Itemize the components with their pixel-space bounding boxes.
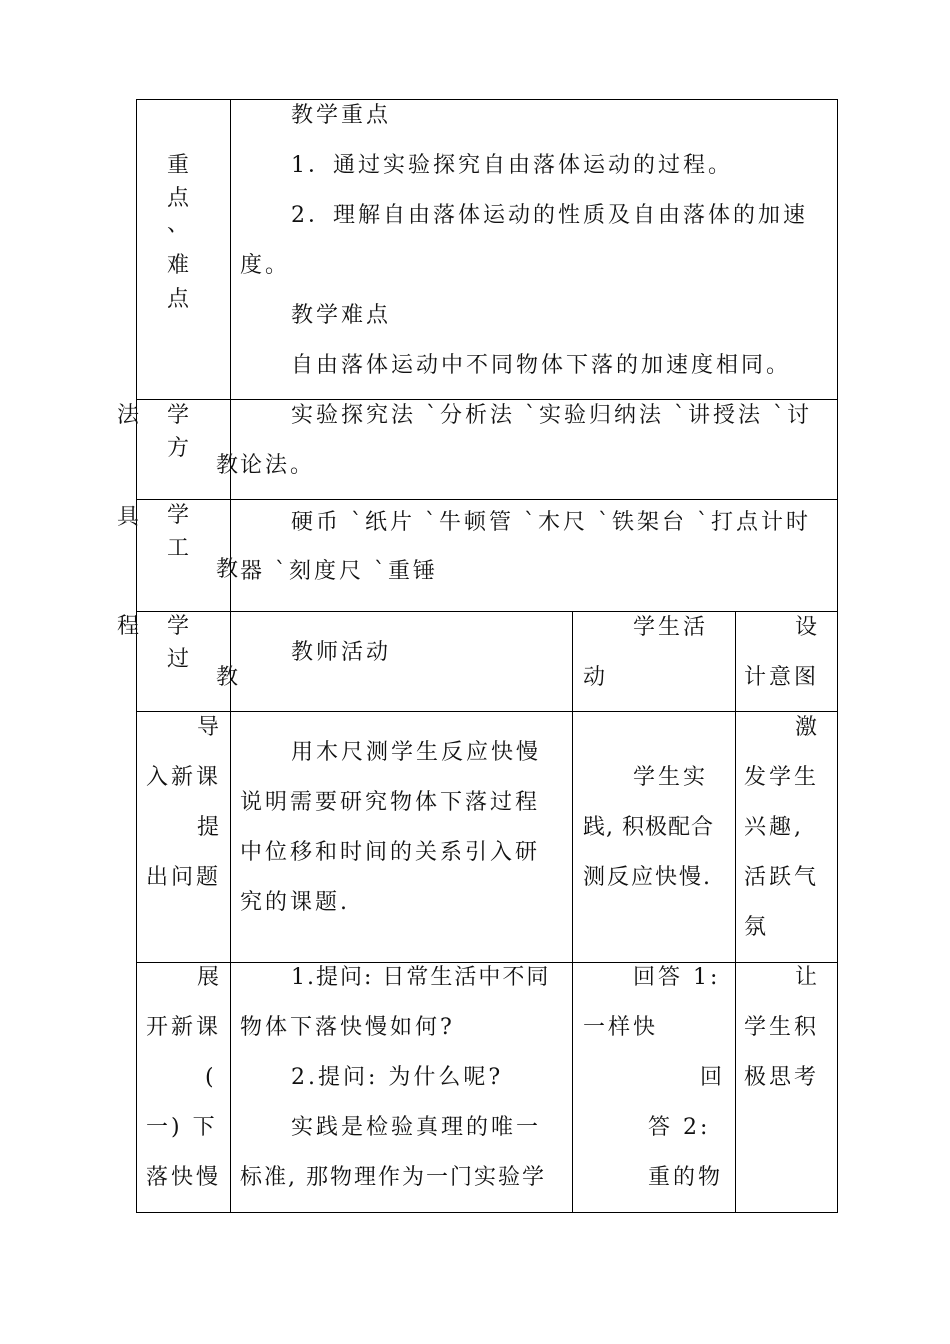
intro-teacher-2: 说明需要研究物体下落过程: [240, 790, 541, 815]
key-point-2: 2．理解自由落体运动的性质及自由落体的加速: [291, 203, 808, 228]
process-label-jiao: 教: [216, 665, 242, 690]
method-content-1: 实验探究法 `分析法 `实验归纳法 `讲授法 `讨: [291, 403, 812, 428]
table-border-bottom: [136, 1212, 838, 1213]
expand-teacher-4: 实践是检验真理的唯一: [291, 1115, 542, 1140]
intro-stage-2: 入新课: [146, 765, 222, 790]
method-label-1: 学: [167, 403, 193, 428]
expand-student-1: 回答 1:: [633, 965, 721, 990]
row-divider-4: [136, 711, 838, 712]
key-points-label-2: 点: [167, 186, 193, 211]
expand-student-3: 回: [700, 1065, 726, 1090]
intro-student-3: 测反应快慢.: [583, 865, 712, 890]
method-label-outer: 法: [117, 403, 143, 428]
intro-student-2: 践, 积极配合: [583, 815, 714, 840]
design-column-divider: [735, 611, 736, 1213]
process-label-2: 过: [167, 647, 193, 672]
row-divider-2: [136, 499, 838, 500]
intro-stage-1: 导: [197, 715, 223, 740]
tools-label-1: 学: [167, 503, 193, 528]
intro-student-1: 学生实: [633, 765, 709, 790]
expand-student-4: 答 2:: [648, 1115, 711, 1140]
tools-label-2: 工: [167, 536, 193, 561]
expand-student-2: 一样快: [583, 1015, 659, 1040]
expand-design-1: 让: [795, 965, 821, 990]
process-label-outer: 程: [117, 614, 143, 639]
difficulty-1: 自由落体运动中不同物体下落的加速度相同。: [291, 353, 792, 378]
expand-student-5: 重的物: [648, 1165, 724, 1190]
expand-stage-1: 展: [197, 965, 223, 990]
expand-stage-5: 落快慢: [146, 1165, 222, 1190]
label-column-divider: [230, 99, 231, 1213]
intro-design-5: 氛: [744, 915, 770, 940]
intro-teacher-3: 中位移和时间的关系引入研: [240, 840, 541, 865]
table-border-left: [136, 99, 137, 1213]
difficulty-heading: 教学难点: [291, 303, 392, 328]
key-points-label-1: 重: [167, 153, 193, 178]
student-column-divider: [572, 611, 573, 1213]
key-point-1: 1．通过实验探究自由落体运动的过程。: [291, 153, 733, 178]
student-activity-header-2: 动: [583, 665, 609, 690]
intro-stage-3: 提: [197, 815, 223, 840]
expand-stage-2: 开新课: [146, 1015, 222, 1040]
intro-teacher-4: 究的课题.: [240, 890, 350, 915]
tools-label-outer: 具: [117, 505, 143, 530]
key-points-label-4: 难: [167, 253, 193, 278]
expand-design-3: 极思考: [744, 1065, 820, 1090]
expand-teacher-5: 标准, 那物理作为一门实验学: [240, 1165, 546, 1190]
design-intent-header-1: 设: [795, 615, 821, 640]
row-divider-5: [136, 962, 838, 963]
table-border-right: [837, 99, 838, 1213]
intro-stage-4: 出问题: [146, 865, 222, 890]
tools-content-2: 器 `刻度尺 `重锤: [240, 559, 438, 584]
method-content-2: 论法。: [240, 453, 316, 478]
key-points-label-3: 、: [167, 212, 193, 237]
key-points-heading: 教学重点: [291, 103, 392, 128]
intro-design-3: 兴趣,: [744, 815, 804, 840]
row-divider-3: [136, 611, 838, 612]
tools-label-jiao: 教: [216, 557, 242, 582]
tools-content-1: 硬币 `纸片 `牛顿管 `木尺 `铁架台 `打点计时: [291, 510, 811, 535]
process-label-1: 学: [167, 614, 193, 639]
row-divider-1: [136, 399, 838, 400]
method-label-2: 方: [167, 436, 193, 461]
expand-stage-4: 一) 下: [146, 1115, 218, 1140]
expand-teacher-2: 物体下落快慢如何?: [240, 1015, 455, 1040]
intro-design-1: 激: [795, 715, 821, 740]
intro-design-4: 活跃气: [744, 865, 820, 890]
expand-teacher-1: 1.提问: 日常生活中不同: [291, 965, 551, 990]
expand-teacher-3: 2.提问: 为什么呢?: [291, 1065, 504, 1090]
table-border-top: [136, 99, 838, 100]
intro-design-2: 发学生: [744, 765, 820, 790]
design-intent-header-2: 计意图: [744, 665, 820, 690]
teacher-activity-header: 教师活动: [291, 640, 392, 665]
student-activity-header-1: 学生活: [633, 615, 709, 640]
expand-design-2: 学生积: [744, 1015, 820, 1040]
intro-teacher-1: 用木尺测学生反应快慢: [291, 740, 542, 765]
key-points-label-5: 点: [167, 287, 193, 312]
method-label-jiao: 教: [216, 453, 242, 478]
key-point-2-cont: 度。: [240, 253, 291, 278]
expand-stage-3: (: [205, 1065, 217, 1090]
